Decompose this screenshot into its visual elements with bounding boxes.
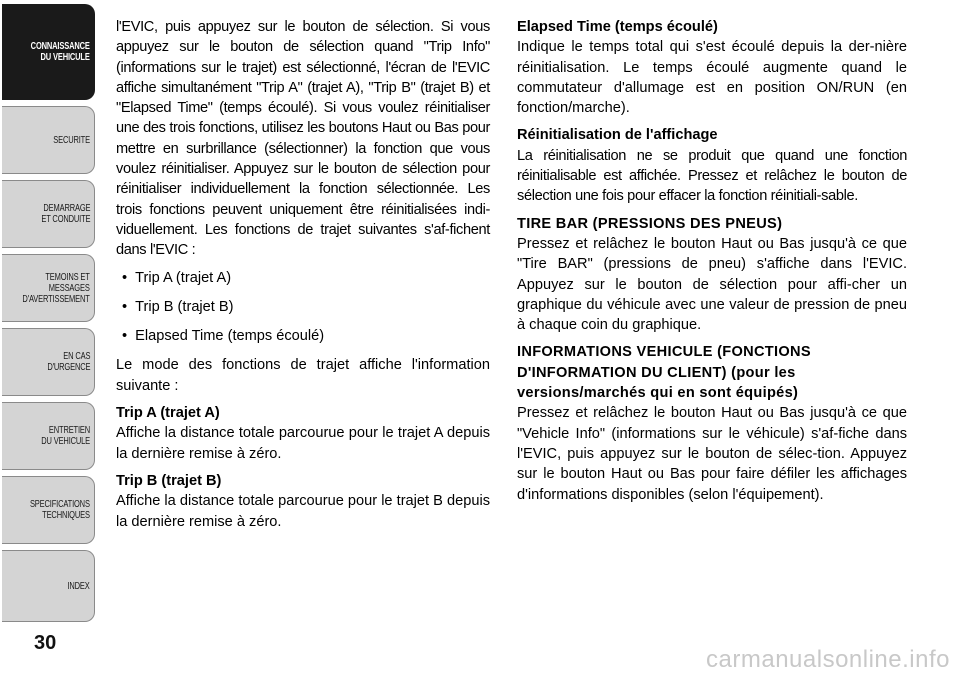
vehicle-info-heading-line-1: INFORMATIONS VEHICULE (FONCTIONS bbox=[517, 344, 811, 361]
tab-label: SECURITE bbox=[53, 134, 90, 146]
list-item: • Elapsed Time (temps écoulé) bbox=[122, 326, 490, 346]
tab-specifications-techniques[interactable] bbox=[2, 476, 95, 544]
trip-b-heading: Trip B (trajet B) bbox=[116, 472, 222, 489]
list-item: • Trip A (trajet A) bbox=[122, 268, 490, 288]
tab-index[interactable] bbox=[2, 550, 95, 622]
trip-functions-list bbox=[116, 268, 490, 347]
page-number: 30 bbox=[34, 632, 57, 654]
vehicle-info-paragraph: Pressez et relâchez le bouton Haut ou Bas jusqu'à ce que "Vehicle Info" (informations sur le véhicule) s'af-fiche dans l'EVIC, puis appuyez sur le bouton de sélec-tion. Appuyez sur le bouton Haut ou Bas pour faire défiler les affichages d'informations disponibles (selon l'équipement). bbox=[517, 405, 907, 503]
list-item: • Trip B (trajet B) bbox=[122, 297, 490, 317]
chapter-tabs bbox=[0, 0, 98, 630]
intro-paragraph: l'EVIC, puis appuyez sur le bouton de sélection. Si vous appuyez sur le bouton de sélection quand "Trip Info" (informations sur le trajet) est sélectionné, l'écran de l'EVIC affiche simultanément "Trip A" (trajet A), "Trip B" (trajet B) et "Elapsed Time" (temps écoulé). Si vous voulez réinitialiser une des trois fonctions, utilisez les boutons Haut ou Bas pour mettre en surbrillance (sélectionner) la fonction que vous voulez réinitialiser. Appuyez sur le bouton de sélection pour réinitialiser individuellement la fonction sélectionnée. Les trois fonctions peuvent uniquement être réinitialisées indi-viduellement. Les fonctions de trajet suivantes s'af-fichent dans l'EVIC : bbox=[116, 19, 490, 259]
elapsed-time-paragraph: Indique le temps total qui s'est écoulé depuis la der-nière réinitialisation. Le temps écoulé augmente quand le commutateur d'allumage est en position ON/RUN (en fonction/marche). bbox=[517, 39, 907, 117]
trip-a-paragraph: Affiche la distance totale parcourue pour le trajet A depuis la dernière remise à zéro. bbox=[116, 425, 490, 462]
tab-securite[interactable] bbox=[2, 106, 95, 174]
watermark: carmanualsonline.info bbox=[706, 646, 950, 673]
tab-label: EN CAS D'URGENCE bbox=[46, 351, 90, 373]
tab-label: DEMARRAGE ET CONDUITE bbox=[40, 203, 90, 225]
tab-label: ENTRETIEN DU VEHICULE bbox=[41, 425, 90, 447]
trip-a-heading: Trip A (trajet A) bbox=[116, 405, 220, 422]
elapsed-time-heading: Elapsed Time (temps écoulé) bbox=[517, 19, 718, 35]
tab-en-cas-d-urgence[interactable] bbox=[2, 328, 95, 396]
tab-connaissance-du-vehicule[interactable] bbox=[2, 4, 95, 100]
mode-paragraph: Le mode des fonctions de trajet affiche l'information suivante : bbox=[116, 357, 490, 394]
right-column bbox=[517, 17, 907, 512]
tab-label: CONNAISSANCE DU VEHICULE bbox=[30, 41, 90, 63]
tab-label: INDEX bbox=[67, 580, 90, 592]
trip-b-paragraph: Affiche la distance totale parcourue pour le trajet B depuis la dernière remise à zéro. bbox=[116, 493, 490, 530]
left-column bbox=[116, 17, 490, 539]
tire-bar-heading: TIRE BAR (PRESSIONS DES PNEUS) bbox=[517, 215, 783, 232]
reset-heading: Réinitialisation de l'affichage bbox=[517, 127, 718, 144]
tab-label: SPECIFICATIONS TECHNIQUES bbox=[30, 499, 90, 521]
tab-temoins-et-messages[interactable] bbox=[2, 254, 95, 322]
vehicle-info-heading-line-2: D'INFORMATION DU CLIENT) (pour les bbox=[517, 364, 796, 381]
tire-bar-paragraph: Pressez et relâchez le bouton Haut ou Bas jusqu'à ce que "Tire BAR" (pressions de pneu) s'affiche dans l'EVIC. Appuyez sur le bouton de sélection pour affi-cher un graphique du véhicule avec une valeur de pression de pneu à chaque coin du graphique. bbox=[517, 235, 907, 334]
vehicle-info-heading-line-3: versions/marchés qui en sont équipés) bbox=[517, 385, 799, 402]
tab-entretien-du-vehicule[interactable] bbox=[2, 402, 95, 470]
tab-demarrage-et-conduite[interactable] bbox=[2, 180, 95, 248]
reset-paragraph: La réinitialisation ne se produit que quand une fonction réinitialisable est affichée. Pressez et relâchez le bouton de sélection une fois pour effacer la fonction réinitiali-sable. bbox=[517, 147, 907, 205]
tab-label: TEMOINS ET MESSAGES D'AVERTISSEMENT bbox=[22, 271, 90, 305]
